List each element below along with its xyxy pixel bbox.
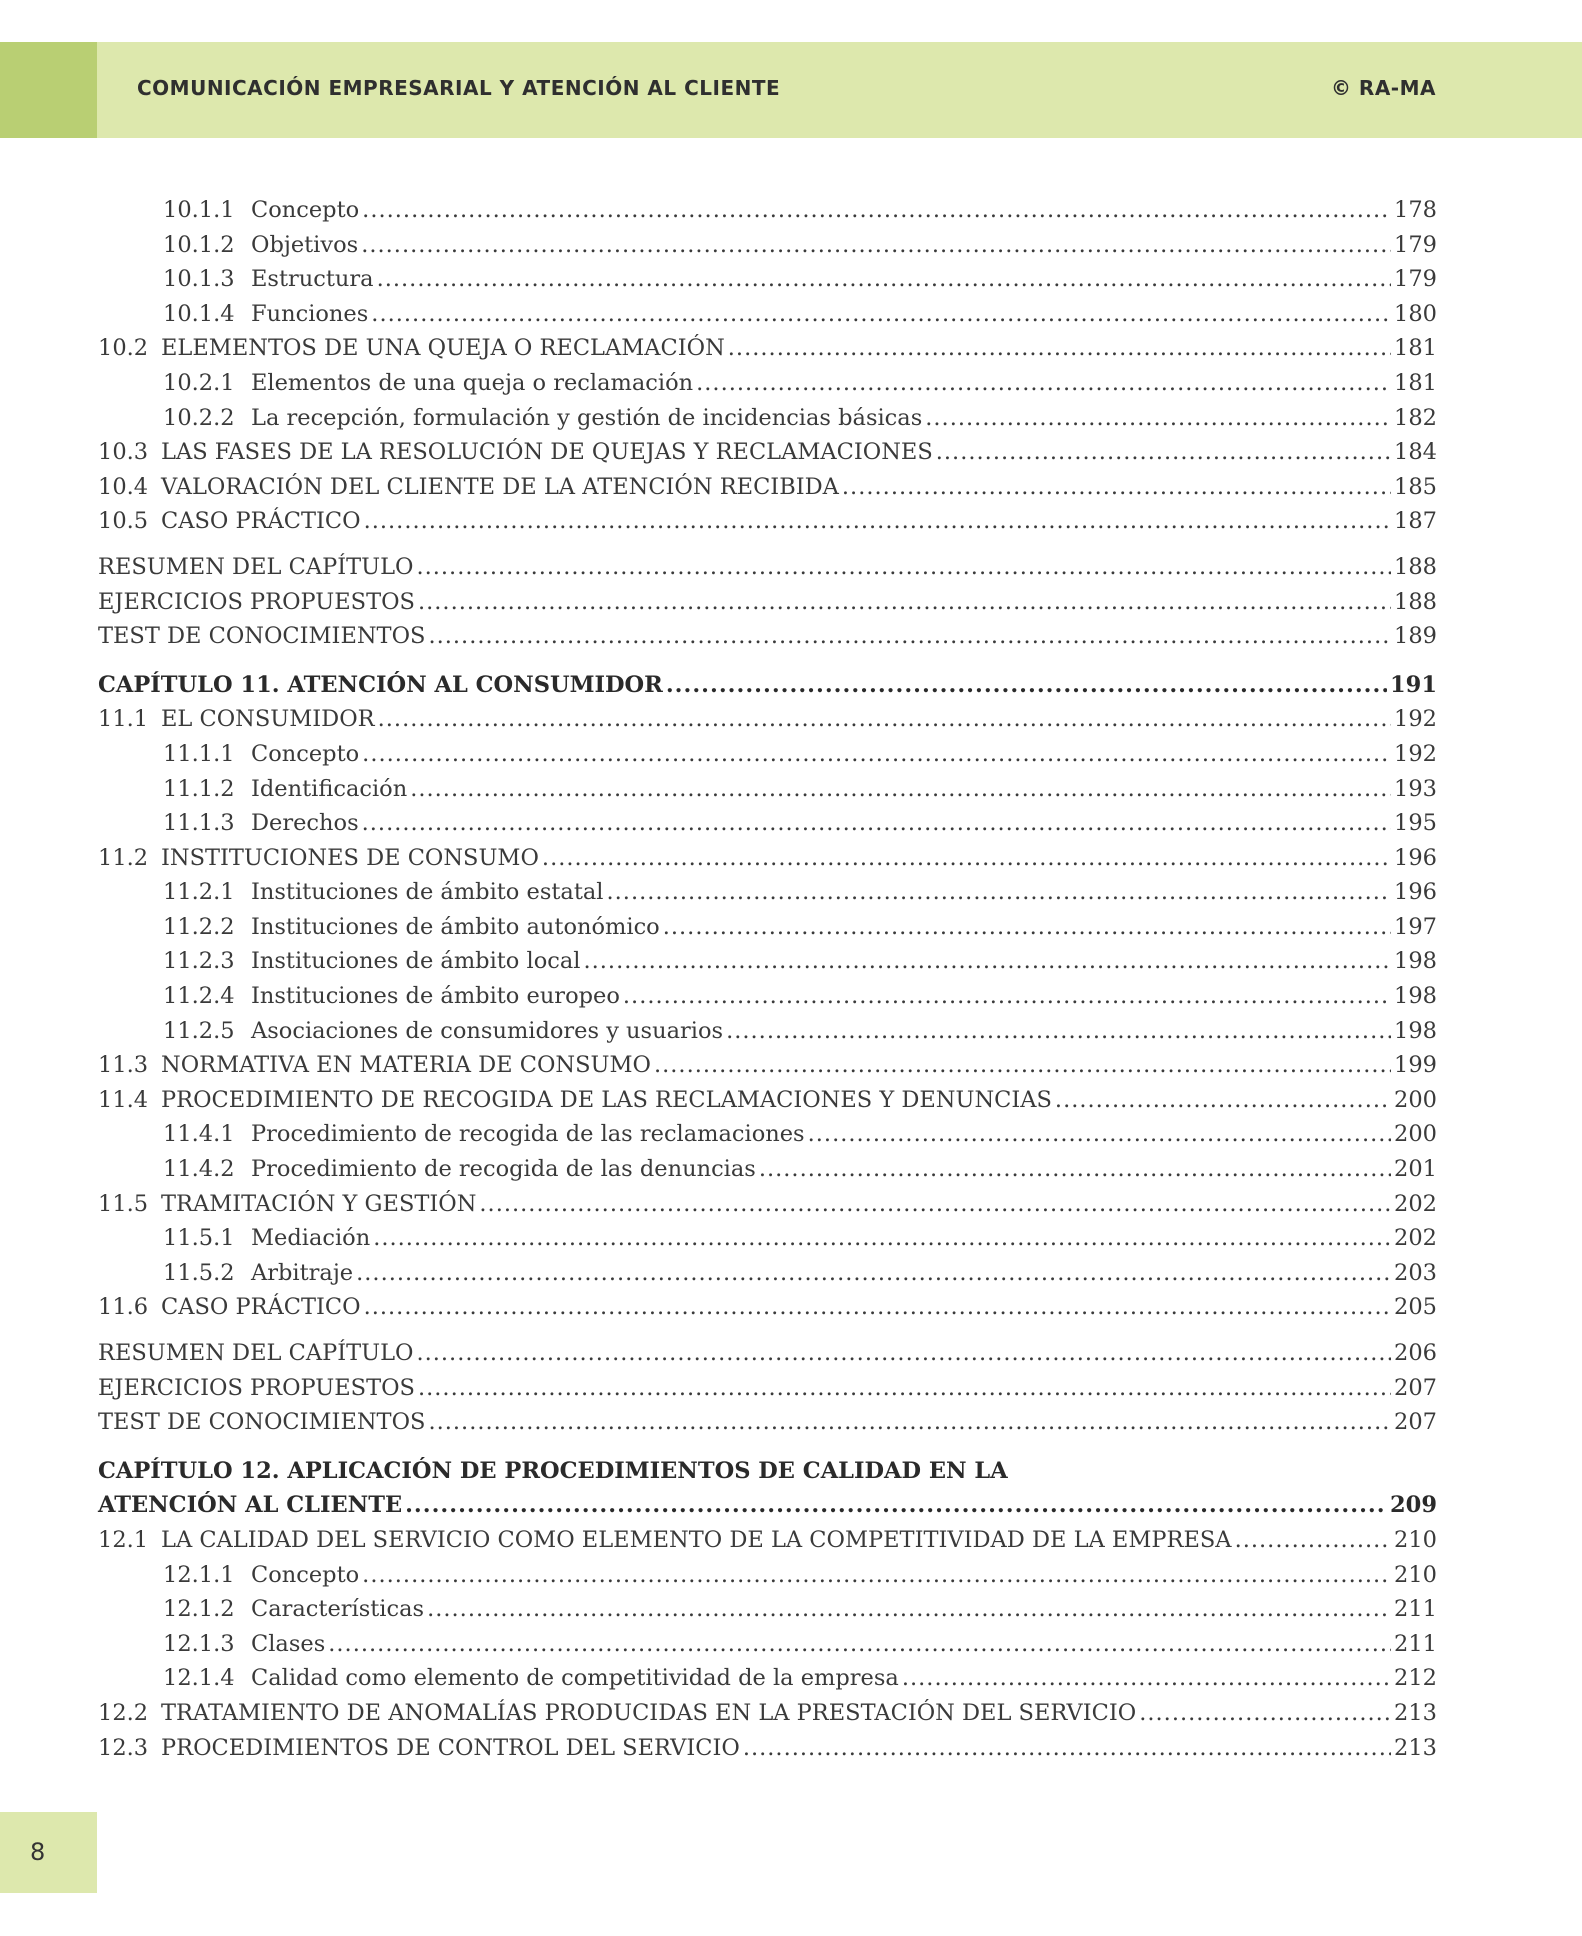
toc-entry-title: RESUMEN DEL CAPÍTULO [98, 553, 414, 580]
dot-leader [364, 1290, 1391, 1325]
toc-entry-title: Concepto [251, 1561, 360, 1588]
toc-entry-title: Características [251, 1596, 425, 1623]
dot-leader [362, 1558, 1391, 1593]
toc-entry-title: ATENCIÓN AL CLIENTE [98, 1492, 403, 1519]
toc-entry [98, 1152, 1437, 1187]
toc-entry-page: 199 [1394, 1052, 1437, 1079]
toc-entry-number: 10.1.4 [163, 300, 235, 327]
toc-entry [98, 1558, 1437, 1593]
dot-leader [362, 806, 1391, 841]
toc-entry [98, 979, 1437, 1014]
toc-entry-title: La recepción, formulación y gestión de incidencias básicas [251, 404, 923, 431]
dot-leader [663, 910, 1391, 945]
toc-entry-page: 213 [1394, 1734, 1437, 1761]
toc-entry-title: VALORACIÓN DEL CLIENTE DE LA ATENCIÓN RECIBIDA [161, 473, 839, 500]
toc-entry-number: 11.1 [98, 706, 149, 733]
toc-entry-number: 11.5.1 [163, 1225, 235, 1252]
toc-entry-page: 182 [1394, 404, 1437, 431]
toc-entry [98, 366, 1437, 401]
toc-entry [98, 619, 1437, 654]
toc-entry [98, 1290, 1437, 1325]
toc-entry-page: 188 [1394, 588, 1437, 615]
toc-entry-number: 11.2.1 [163, 879, 235, 906]
dot-leader [418, 1371, 1391, 1406]
toc-entry-number: 11.4 [98, 1086, 149, 1113]
toc-entry-page: 196 [1394, 844, 1437, 871]
dot-leader [902, 1661, 1391, 1696]
toc-entry-title: TRAMITACIÓN Y GESTIÓN [161, 1190, 477, 1217]
header-accent-tab [0, 42, 97, 138]
toc-entry-title: Mediación [251, 1225, 371, 1252]
toc-entry-page: 184 [1394, 439, 1437, 466]
dot-leader [416, 550, 1391, 585]
toc-entry [98, 262, 1437, 297]
toc-entry-number: 10.2.1 [163, 369, 235, 396]
toc-entry-number: 10.2.2 [163, 404, 235, 431]
dot-leader [696, 366, 1391, 401]
toc-entry-title: ELEMENTOS DE UNA QUEJA O RECLAMACIÓN [161, 335, 725, 362]
toc-entry-title: PROCEDIMIENTO DE RECOGIDA DE LAS RECLAMACIONES Y DENUNCIAS [161, 1086, 1052, 1113]
book-title: COMUNICACIÓN EMPRESARIAL Y ATENCIÓN AL CLIENTE [137, 76, 781, 100]
toc-entry [98, 1083, 1437, 1118]
dot-leader [356, 1256, 1391, 1291]
dot-leader [808, 1117, 1391, 1152]
dot-leader [416, 1336, 1391, 1371]
dot-leader [743, 1731, 1391, 1766]
toc-entry [98, 401, 1437, 436]
toc-entry-title: Instituciones de ámbito estatal [251, 879, 604, 906]
toc-entry-number: 11.6 [98, 1294, 149, 1321]
dot-leader [726, 1014, 1391, 1049]
dot-leader [378, 702, 1391, 737]
dot-leader [428, 619, 1391, 654]
toc-entry [98, 331, 1437, 366]
toc-entry-number: 11.2.2 [163, 913, 235, 940]
toc-entry-title: PROCEDIMIENTOS DE CONTROL DEL SERVICIO [161, 1734, 740, 1761]
toc-entry-page: 202 [1394, 1225, 1437, 1252]
toc-entry-number: 11.2.3 [163, 948, 235, 975]
toc-entry-number: 10.1.3 [163, 266, 235, 293]
toc-entry-title: Elementos de una queja o reclamación [251, 369, 694, 396]
dot-leader [606, 875, 1391, 910]
toc-entry-page: 211 [1394, 1596, 1437, 1623]
dot-leader [410, 772, 1391, 807]
toc-entry-title: EJERCICIOS PROPUESTOS [98, 588, 415, 615]
toc-entry-page: 179 [1394, 231, 1437, 258]
toc-entry [98, 772, 1437, 807]
publisher-mark: © RA-MA [1330, 76, 1436, 100]
dot-leader [623, 979, 1391, 1014]
toc-entry-title: Estructura [251, 266, 374, 293]
toc-entry-page: 185 [1394, 473, 1437, 500]
toc-entry-page: 200 [1394, 1086, 1437, 1113]
dot-leader [479, 1187, 1391, 1222]
dot-leader [328, 1627, 1391, 1662]
toc-entry-title: Derechos [251, 810, 359, 837]
toc-entry-page: 203 [1394, 1259, 1437, 1286]
toc-entry-number: 11.4.2 [163, 1156, 235, 1183]
toc-entry-number: 11.1.1 [163, 740, 235, 767]
toc-entry-title: Clases [251, 1630, 326, 1657]
toc-entry [98, 1221, 1437, 1256]
toc-entry [98, 470, 1437, 505]
dot-leader [654, 1048, 1391, 1083]
footer-tab [0, 1812, 97, 1893]
toc-entry-number: 11.2.5 [163, 1017, 235, 1044]
toc-entry-title: Instituciones de ámbito europeo [251, 983, 620, 1010]
toc-entry-page: 191 [1390, 671, 1437, 698]
toc-entry [98, 702, 1437, 737]
dot-leader [1139, 1696, 1391, 1731]
toc-entry-page: 178 [1394, 197, 1437, 223]
dot-leader [542, 841, 1391, 876]
toc-entry-page: 189 [1394, 623, 1437, 650]
dot-leader [666, 668, 1387, 703]
toc-entry-page: 179 [1394, 266, 1437, 293]
toc-entry-page: 201 [1394, 1156, 1437, 1183]
toc-entry-page: 192 [1394, 740, 1437, 767]
toc-entry-page: 198 [1394, 1017, 1437, 1044]
toc-entry-number: 10.3 [98, 439, 149, 466]
dot-leader [759, 1152, 1391, 1187]
toc-entry-number: 11.5.2 [163, 1259, 235, 1286]
toc-entry-number: 12.3 [98, 1734, 149, 1761]
dot-leader [925, 401, 1391, 436]
toc-entry-page: 212 [1394, 1665, 1437, 1692]
toc-entry-title: Objetivos [251, 231, 359, 258]
toc-entry-page: 211 [1394, 1630, 1437, 1657]
toc-entry-title: Identificación [251, 775, 408, 802]
toc-entry-page: 207 [1394, 1374, 1437, 1401]
toc-entry-number: 11.1.3 [163, 810, 235, 837]
toc-entry-number: 12.1.2 [163, 1596, 235, 1623]
dot-leader [583, 944, 1391, 979]
toc-entry-title: CASO PRÁCTICO [161, 1294, 361, 1321]
toc-entry-page: 196 [1394, 879, 1437, 906]
toc-entry-number: 10.1.1 [163, 197, 235, 223]
toc-entry-title: Instituciones de ámbito local [251, 948, 581, 975]
toc-entry-page: 193 [1394, 775, 1437, 802]
toc-entry-number: 12.1.4 [163, 1665, 235, 1692]
toc-entry [98, 1117, 1437, 1152]
toc-entry-title: Calidad como elemento de competitividad de la empresa [251, 1665, 899, 1692]
toc-entry [98, 944, 1437, 979]
toc-entry-number: 11.2 [98, 844, 149, 871]
toc-entry-title: Asociaciones de consumidores y usuarios [251, 1017, 724, 1044]
toc-entry [98, 1256, 1437, 1291]
toc-entry-page: 181 [1394, 369, 1437, 396]
toc-entry-page: 180 [1394, 300, 1437, 327]
toc-entry [98, 875, 1437, 910]
toc-entry-page: 213 [1394, 1699, 1437, 1726]
toc-entry [98, 1731, 1437, 1766]
toc-chapter-title-line: CAPÍTULO 12. APLICACIÓN DE PROCEDIMIENTOS DE CALIDAD EN LA [98, 1457, 1008, 1484]
toc-entry [98, 1371, 1437, 1406]
dot-leader [371, 297, 1391, 332]
toc-entry-number: 11.5 [98, 1190, 149, 1217]
toc-entry [98, 910, 1437, 945]
dot-leader [936, 435, 1391, 470]
toc-entry-number: 12.1 [98, 1526, 149, 1553]
dot-leader [428, 1405, 1391, 1440]
toc-entry-number: 12.1.1 [163, 1561, 235, 1588]
toc-entry-title: LAS FASES DE LA RESOLUCIÓN DE QUEJAS Y RECLAMACIONES [161, 439, 933, 466]
toc-entry-title: LA CALIDAD DEL SERVICIO COMO ELEMENTO DE LA COMPETITIVIDAD DE LA EMPRESA [161, 1526, 1232, 1553]
dot-leader [373, 1221, 1391, 1256]
toc-entry-title: EJERCICIOS PROPUESTOS [98, 1374, 415, 1401]
toc-entry-page: 206 [1394, 1340, 1437, 1366]
toc-entry-page: 210 [1394, 1561, 1437, 1588]
toc-entry [98, 550, 1437, 585]
toc-entry-title: RESUMEN DEL CAPÍTULO [98, 1340, 414, 1366]
toc-entry [98, 1336, 1437, 1371]
dot-leader [405, 1488, 1387, 1523]
page-number: 8 [30, 1838, 46, 1866]
dot-leader [362, 737, 1391, 772]
toc-entry [98, 1187, 1437, 1222]
toc-entry-number: 11.3 [98, 1052, 149, 1079]
toc-entry-page: 187 [1394, 508, 1437, 535]
toc-entry-title: Concepto [251, 740, 360, 767]
dot-leader [362, 193, 1391, 228]
dot-leader [842, 470, 1391, 505]
toc-entry-number: 12.1.3 [163, 1630, 235, 1657]
toc-entry [98, 1014, 1437, 1049]
toc-entry-page: 205 [1394, 1294, 1437, 1321]
toc-entry [98, 435, 1437, 470]
toc-entry-number: 11.4.1 [163, 1121, 235, 1148]
toc-entry-title: Instituciones de ámbito autonómico [251, 913, 660, 940]
toc-entry-number: 10.4 [98, 473, 149, 500]
toc-entry-number: 11.2.4 [163, 983, 235, 1010]
toc-entry-page: 207 [1394, 1409, 1437, 1436]
toc-entry [98, 297, 1437, 332]
toc-entry-page: 198 [1394, 948, 1437, 975]
toc-entry-title: CASO PRÁCTICO [161, 508, 361, 535]
toc-entry-page: 198 [1394, 983, 1437, 1010]
toc-entry [98, 1696, 1437, 1731]
dot-leader [1055, 1083, 1391, 1118]
toc-entry-number: 10.5 [98, 508, 149, 535]
dot-leader [728, 331, 1391, 366]
dot-leader [1235, 1523, 1391, 1558]
toc-entry-page: 195 [1394, 810, 1437, 837]
toc-entry-number: 11.1.2 [163, 775, 235, 802]
toc-chapter-entry [98, 668, 1437, 703]
toc-entry-page: 209 [1390, 1492, 1437, 1519]
toc-entry [98, 228, 1437, 263]
toc-entry [98, 585, 1437, 620]
toc-entry [98, 1523, 1437, 1558]
dot-leader [418, 585, 1391, 620]
toc-entry-title: Procedimiento de recogida de las denuncias [251, 1156, 756, 1183]
toc-entry-number: 10.1.2 [163, 231, 235, 258]
toc-entry-page: 181 [1394, 335, 1437, 362]
toc-entry-title: TEST DE CONOCIMIENTOS [98, 1409, 426, 1436]
toc-entry-title: Concepto [251, 197, 360, 223]
toc-entry [98, 841, 1437, 876]
toc-entry-title: INSTITUCIONES DE CONSUMO [161, 844, 539, 871]
table-of-contents [98, 193, 1437, 1765]
dot-leader [427, 1592, 1391, 1627]
dot-leader [364, 504, 1391, 539]
toc-entry-page: 202 [1394, 1190, 1437, 1217]
toc-chapter-entry [98, 1488, 1437, 1523]
toc-entry-title: Funciones [251, 300, 369, 327]
toc-entry-title: Procedimiento de recogida de las reclamaciones [251, 1121, 805, 1148]
dot-leader [377, 262, 1391, 297]
toc-entry [98, 1048, 1437, 1083]
toc-entry-page: 188 [1394, 553, 1437, 580]
toc-entry-number: 10.2 [98, 335, 149, 362]
toc-entry [98, 504, 1437, 539]
toc-entry [98, 1592, 1437, 1627]
toc-entry-page: 192 [1394, 706, 1437, 733]
toc-entry-title: Arbitraje [251, 1259, 354, 1286]
toc-entry-title: TEST DE CONOCIMIENTOS [98, 623, 426, 650]
toc-entry [98, 1661, 1437, 1696]
toc-entry-page: 197 [1394, 913, 1437, 940]
toc-entry [98, 193, 1437, 228]
toc-entry [98, 737, 1437, 772]
dot-leader [361, 228, 1391, 263]
toc-entry-number: 12.2 [98, 1699, 149, 1726]
toc-entry-title: CAPÍTULO 11. ATENCIÓN AL CONSUMIDOR [98, 671, 663, 698]
toc-entry [98, 1405, 1437, 1440]
toc-entry [98, 1627, 1437, 1662]
toc-entry-page: 210 [1394, 1526, 1437, 1553]
toc-entry-page: 200 [1394, 1121, 1437, 1148]
toc-entry-title: TRATAMIENTO DE ANOMALÍAS PRODUCIDAS EN LA PRESTACIÓN DEL SERVICIO [161, 1699, 1137, 1726]
toc-entry-title: EL CONSUMIDOR [161, 706, 375, 733]
toc-entry-title: NORMATIVA EN MATERIA DE CONSUMO [161, 1052, 651, 1079]
toc-entry [98, 806, 1437, 841]
